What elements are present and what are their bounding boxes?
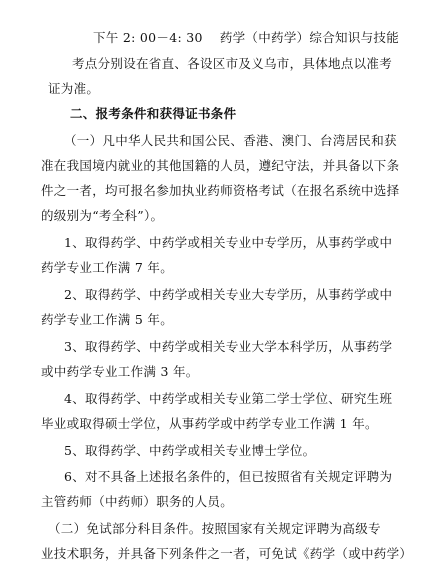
paragraph-line: （一）凡中华人民共和国公民、香港、澳门、台湾居民和获: [64, 133, 397, 148]
paragraph-line: 业技术职务，并具备下列条件之一者，可免试《药学（或中药学）: [41, 546, 413, 561]
list-item-continuation: 或中药学专业工作满 3 年。: [41, 364, 199, 379]
paragraph-line: 准在我国境内就业的其他国籍的人员，遵纪守法，并具备以下条: [41, 158, 400, 173]
list-item-continuation: 药学专业工作满 7 年。: [41, 260, 173, 275]
list-item: 3、取得药学、中药学或相关专业大学本科学历，从事药学: [64, 339, 393, 354]
list-item-continuation: 主管药师（中药师）职务的人员。: [41, 494, 234, 509]
paragraph-line: 考点分别设在省直、各设区市及义乌市，具体地点以准考: [72, 56, 393, 71]
list-item-continuation: 药学专业工作满 5 年。: [41, 312, 173, 327]
list-item: 6、对不具备上述报名条件的，但已按照省有关规定评聘为: [64, 469, 393, 484]
paragraph-line: 证为准。: [48, 81, 100, 96]
section-heading: 二、报考条件和获得证书条件: [70, 106, 237, 121]
exam-time-line: 下午 2: 00－4: 30 药学（中药学）综合知识与技能: [93, 30, 400, 45]
list-item: 1、取得药学、中药学或相关专业中专学历，从事药学或中: [64, 235, 393, 250]
list-item: 2、取得药学、中药学或相关专业大专学历，从事药学或中: [64, 287, 393, 302]
list-item: 5、取得药学、中药学或相关专业博士学位。: [64, 443, 316, 458]
paragraph-line: （二）免试部分科目条件。按照国家有关规定评聘为高级专: [48, 521, 381, 536]
list-item: 4、取得药学、中药学或相关专业第二学士学位、研究生班: [64, 391, 393, 406]
paragraph-line: 的级别为“考全科”）。: [41, 208, 164, 223]
list-item-continuation: 毕业或取得硕士学位，从事药学或中药学专业工作满 1 年。: [41, 416, 378, 431]
paragraph-line: 件之一者，均可报名参加执业药师资格考试（在报名系统中选择: [41, 183, 400, 198]
